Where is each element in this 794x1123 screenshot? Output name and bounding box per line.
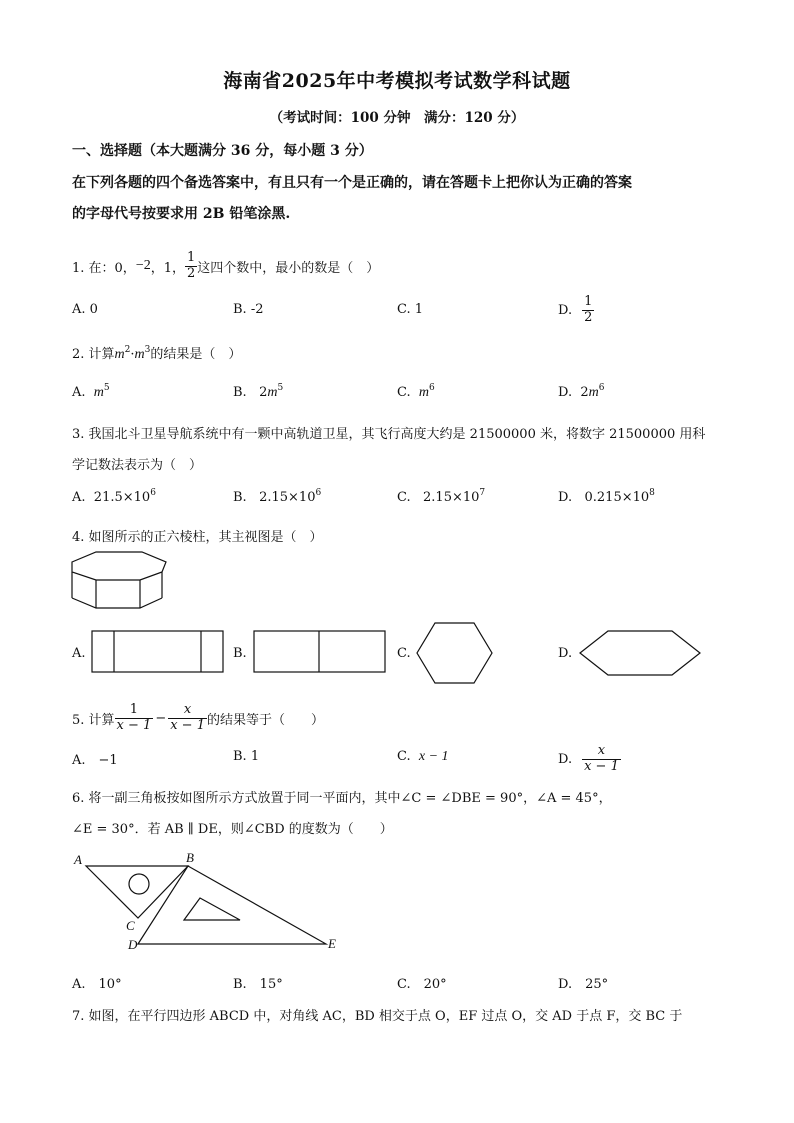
prism-top-face xyxy=(72,552,166,580)
q7-line1: 7. 如图，在平行四边形 ABCD 中，对角线 AC，BD 相交于点 O，EF 过点 O，交 AD 于点 F，交 BC 于 xyxy=(72,1009,683,1024)
q3-option-c xyxy=(397,490,485,505)
q2-option-d xyxy=(558,385,605,401)
q3-option-b xyxy=(233,490,321,505)
q5-d-den: x − 1 xyxy=(584,758,619,774)
q2-prefix: 2. 计算 xyxy=(72,347,115,362)
q4-text: 4. 如图所示的正六棱柱，其主视图是（ ） xyxy=(72,530,323,545)
q1-option-b: B. -2 xyxy=(233,302,264,317)
q2-exp2: 3 xyxy=(144,345,151,355)
section-heading: 一、选择题（本大题满分 36 分，每小题 3 分） xyxy=(72,143,373,159)
q5-f1-den: x − 1 xyxy=(116,717,152,733)
q1-suffix: 这四个数中，最小的数是（ ） xyxy=(197,260,380,276)
q2-a-base: m xyxy=(93,385,104,400)
q1-option-d xyxy=(558,290,594,330)
figure-c-hexagon xyxy=(417,623,492,683)
q5-d-num: x xyxy=(582,744,621,759)
q2-base1: m xyxy=(114,347,125,362)
q3-d-label: D. xyxy=(558,490,573,505)
q5-f1-num: 1 xyxy=(115,703,154,718)
q1-frac-den: 2 xyxy=(187,265,196,281)
q3-d-exp: 8 xyxy=(649,488,655,498)
label-d: D xyxy=(128,937,138,950)
q3-a-exp: 6 xyxy=(150,488,156,498)
q3-b-exp: 6 xyxy=(315,488,322,498)
triangle-dbe xyxy=(138,866,326,944)
q5-d-label: D. xyxy=(558,751,573,767)
q1-option-a: A. 0 xyxy=(72,302,98,317)
q3-c-label: C. xyxy=(397,490,411,505)
q2-b-base: m xyxy=(267,385,278,400)
q5-f2-den: x − 1 xyxy=(170,717,205,733)
hexagonal-prism-figure xyxy=(70,550,170,612)
label-a: A xyxy=(74,852,82,867)
q6-option-d: D. 25° xyxy=(558,977,609,992)
q5-fraction-2 xyxy=(168,703,207,733)
q5-prefix: 5. 计算 xyxy=(72,712,115,728)
q1-fraction xyxy=(185,251,197,281)
q5-fraction-1 xyxy=(115,703,154,733)
label-b: B xyxy=(186,850,194,865)
q3-b-label: B. xyxy=(233,490,247,505)
q5-d-fraction xyxy=(582,744,621,774)
question-1 xyxy=(72,238,379,294)
section-instruction-line1: 在下列各题的四个备选答案中，有且只有一个是正确的，请在答题卡上把你认为正确的答案 xyxy=(72,175,632,191)
q3-d-val: 0.215×10 xyxy=(584,490,650,505)
figure-d-hexagon xyxy=(580,631,700,675)
q5-c-val: x − 1 xyxy=(418,749,449,764)
q2-exp1: 2 xyxy=(124,345,131,355)
figure-a-outline xyxy=(92,631,223,672)
q3-option-d xyxy=(558,490,655,505)
question-2 xyxy=(72,343,241,363)
q3-a-val: 21.5×10 xyxy=(93,490,151,505)
q1-separator: ，1， xyxy=(150,260,185,276)
q2-b-label: B. xyxy=(233,385,247,400)
q3-a-label: A. xyxy=(72,490,86,505)
q5-c-label: C. xyxy=(397,749,411,764)
q2-c-base: m xyxy=(418,385,430,400)
q1-prefix: 1. 在：0， xyxy=(72,260,136,276)
q2-b-coef: 2 xyxy=(259,385,268,400)
q3-c-exp: 7 xyxy=(479,488,486,498)
q2-dot: · xyxy=(130,347,135,362)
triangle-rulers-figure xyxy=(70,850,350,950)
q1-d-label: D. xyxy=(558,302,573,318)
q4-option-c-figure xyxy=(415,621,495,685)
q4-option-c-label: C. xyxy=(397,646,411,661)
q1-d-fraction xyxy=(582,295,594,325)
q2-option-a xyxy=(72,385,110,401)
q1-d-num: 1 xyxy=(584,294,593,310)
q1-frac-num: 1 xyxy=(187,250,196,266)
q5-option-d xyxy=(558,738,621,780)
q2-d-coef: 2 xyxy=(580,385,589,400)
q5-minus: − xyxy=(155,710,167,726)
q2-c-label: C. xyxy=(397,385,411,400)
q2-d-base: m xyxy=(588,385,599,400)
q2-base2: m xyxy=(134,347,145,362)
q5-f2-num: x xyxy=(168,703,207,718)
label-e: E xyxy=(328,936,336,950)
q3-line1: 3. 我国北斗卫星导航系统中有一颗中高轨道卫星，其飞行高度大约是 21500000 米，将数字 21500000 用科 xyxy=(72,427,706,442)
q4-option-a-figure xyxy=(91,630,225,674)
question-5 xyxy=(72,696,324,740)
triangle-abc-hole xyxy=(129,874,149,894)
q3-line2: 学记数法表示为（ ） xyxy=(72,458,203,473)
q6-line2: ∠E = 30°．若 AB ∥ DE，则∠CBD 的度数为（ ） xyxy=(72,822,393,837)
q5-option-a: A. −1 xyxy=(72,753,118,768)
q1-option-c: C. 1 xyxy=(397,302,424,317)
q6-option-a: A. 10° xyxy=(72,977,122,992)
q4-option-b-figure xyxy=(253,630,387,674)
q2-suffix: 的结果是（ ） xyxy=(150,347,242,362)
q2-a-exp: 5 xyxy=(103,383,110,393)
q6-option-b: B. 15° xyxy=(233,977,283,992)
q5-option-b: B. 1 xyxy=(233,749,260,764)
q2-option-b xyxy=(233,385,283,401)
q2-c-exp: 6 xyxy=(429,383,435,393)
q4-option-d-figure xyxy=(578,629,702,677)
q2-option-c xyxy=(397,385,435,401)
exam-info: （考试时间：100 分钟 满分：120 分） xyxy=(269,110,525,126)
q2-d-label: D. xyxy=(558,385,573,400)
q3-c-val: 2.15×10 xyxy=(423,490,480,505)
q2-b-exp: 5 xyxy=(277,383,284,393)
q3-b-val: 2.15×10 xyxy=(259,490,316,505)
q4-option-d-label: D. xyxy=(558,646,573,661)
q2-a-label: A. xyxy=(72,385,86,400)
label-c: C xyxy=(126,918,135,933)
section-instruction-line2: 的字母代号按要求用 2B 铅笔涂黑. xyxy=(72,206,291,222)
q4-option-b-label: B. xyxy=(233,646,247,661)
page-title: 海南省2025年中考模拟考试数学科试题 xyxy=(223,70,571,92)
q5-option-c xyxy=(397,749,449,765)
q4-option-a-label: A. xyxy=(72,646,86,661)
q2-d-exp: 6 xyxy=(598,383,605,393)
q1-neg-two: −2 xyxy=(135,258,151,273)
prism-bottom-edge xyxy=(72,598,162,608)
q5-suffix: 的结果等于（ ） xyxy=(206,712,324,728)
q3-option-a xyxy=(72,490,156,505)
q6-option-c: C. 20° xyxy=(397,977,447,992)
q1-d-den: 2 xyxy=(584,309,593,325)
q6-line1: 6. 将一副三角板按如图所示方式放置于同一平面内，其中∠C = ∠DBE = 90°，∠A = 45°， xyxy=(72,791,612,806)
triangle-dbe-hole xyxy=(184,898,240,920)
